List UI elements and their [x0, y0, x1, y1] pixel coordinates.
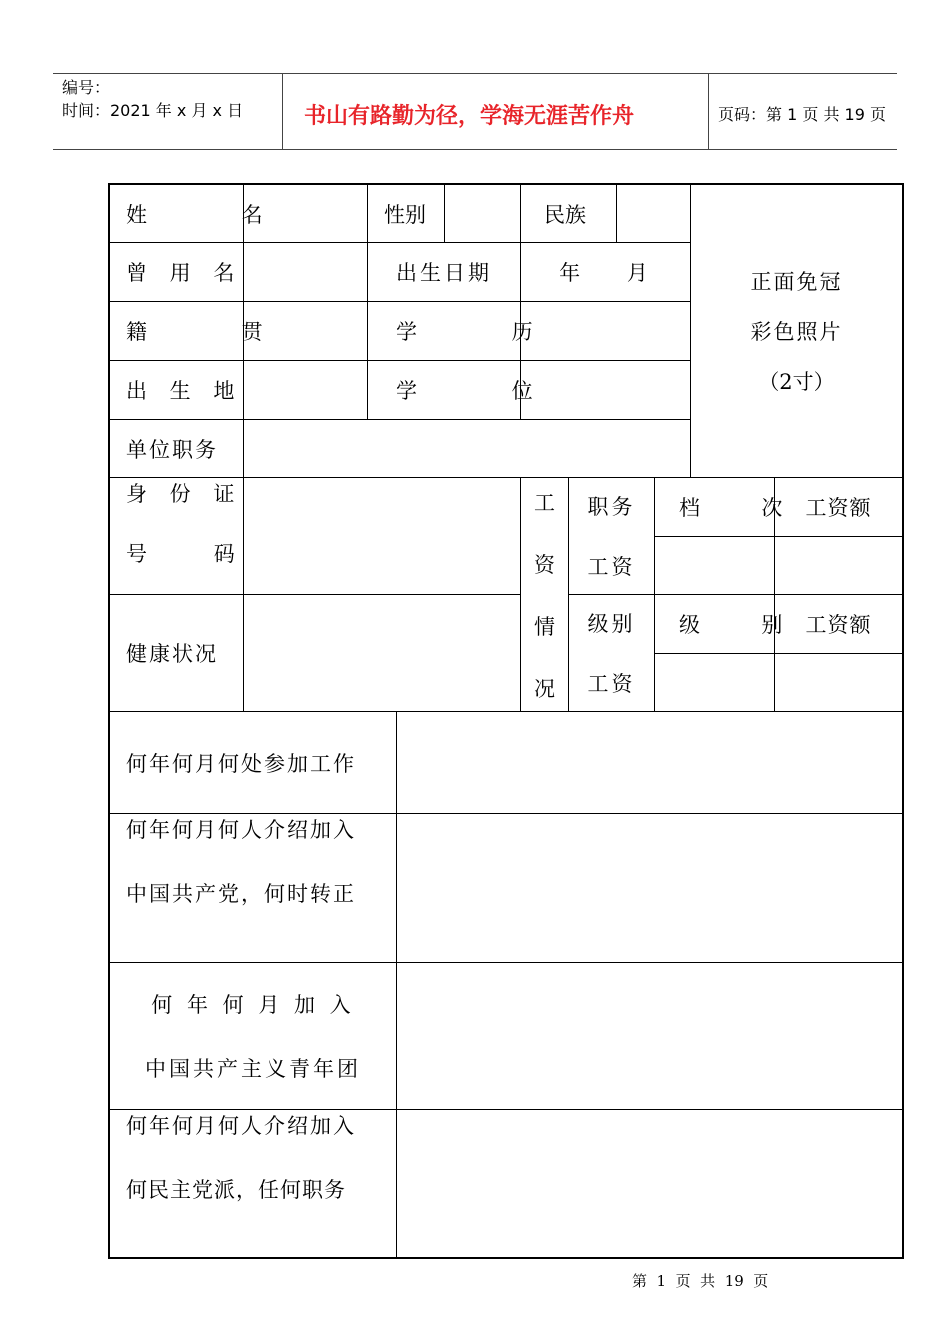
league-join-line-1: 何 年 何 月 加 入 — [151, 993, 355, 1017]
birth-date-units: 年 月 — [559, 261, 652, 285]
salary-amount-field-2[interactable] — [774, 653, 903, 712]
position-salary-line-1: 职务 — [587, 495, 636, 519]
position-salary-label — [568, 477, 655, 595]
former-name-field[interactable] — [243, 242, 368, 302]
democratic-party-field[interactable] — [396, 1109, 903, 1258]
native-place-label: 籍 贯 — [109, 301, 244, 361]
ethnicity-field[interactable] — [616, 184, 691, 243]
salary-char-2: 资 — [534, 552, 555, 577]
header-divider-right — [708, 73, 709, 150]
former-name-label: 曾 用 名 — [109, 242, 244, 302]
salary-situation-label — [520, 477, 569, 712]
birthplace-field[interactable] — [243, 360, 368, 420]
birth-date-label: 出生日期 — [367, 242, 521, 302]
league-join-label — [109, 962, 397, 1110]
grade-salary-line-2: 工资 — [587, 672, 636, 696]
id-label-line-2: 号 码 — [126, 542, 243, 566]
position-salary-line-2: 工资 — [587, 555, 636, 579]
league-join-line-2: 中国共产主义青年团 — [145, 1057, 361, 1081]
gender-field[interactable] — [444, 184, 521, 243]
grade-salary-line-1: 级别 — [587, 612, 636, 636]
gender-label: 性别 — [367, 184, 445, 243]
header-top-rule — [53, 73, 897, 74]
democratic-party-label — [109, 1109, 397, 1258]
salary-amount-field-1[interactable] — [774, 536, 903, 595]
salary-amount-label-2: 工资额 — [774, 594, 903, 654]
health-field[interactable] — [243, 594, 521, 712]
salary-char-1: 工 — [534, 490, 555, 515]
native-place-field[interactable] — [243, 301, 368, 361]
education-label: 学 历 — [367, 301, 521, 361]
degree-field[interactable] — [520, 360, 691, 420]
header-divider-left — [282, 73, 283, 150]
name-field[interactable] — [243, 184, 368, 243]
birth-date-field[interactable] — [520, 242, 691, 302]
photo-box[interactable] — [690, 184, 903, 478]
birthplace-label: 出 生 地 — [109, 360, 244, 420]
degree-label: 学 位 — [367, 360, 521, 420]
photo-caption-line-2: 彩色照片 — [750, 320, 843, 344]
level-field[interactable] — [654, 653, 775, 712]
header-bottom-rule — [53, 149, 897, 150]
photo-caption-line-3: （2寸） — [758, 370, 835, 394]
democratic-party-line-2: 何民主党派，任何职务 — [126, 1178, 346, 1202]
footer-page-number: 第 1 页 共 19 页 — [632, 1272, 769, 1290]
work-start-field[interactable] — [396, 711, 903, 814]
tier-field[interactable] — [654, 536, 775, 595]
unit-position-field[interactable] — [243, 419, 691, 478]
league-join-field[interactable] — [396, 962, 903, 1110]
salary-amount-label-1: 工资额 — [774, 477, 903, 537]
doc-time-label: 时间：2021 年 x 月 x 日 — [62, 101, 244, 120]
id-number-label — [109, 477, 244, 595]
photo-caption-line-1: 正面免冠 — [750, 270, 843, 294]
party-join-label — [109, 813, 397, 963]
party-join-field[interactable] — [396, 813, 903, 963]
header-page-info: 页码：第 1 页 共 19 页 — [718, 105, 886, 124]
health-label: 健康状况 — [109, 594, 244, 712]
ethnicity-label: 民族 — [520, 184, 617, 243]
name-label: 姓 名 — [109, 184, 244, 243]
salary-char-3: 情 — [534, 614, 555, 639]
id-label-line-1: 身 份 证 — [126, 482, 243, 506]
grade-salary-label — [568, 594, 655, 712]
work-start-label: 何年何月何处参加工作 — [109, 711, 397, 814]
party-join-line-2: 中国共产党，何时转正 — [126, 882, 356, 906]
header-motto: 书山有路勤为径，学海无涯苦作舟 — [304, 104, 635, 129]
level-label: 级 别 — [654, 594, 775, 654]
tier-label: 档 次 — [654, 477, 775, 537]
doc-code-label: 编号： — [62, 78, 111, 97]
party-join-line-1: 何年何月何人介绍加入 — [126, 818, 356, 842]
education-field[interactable] — [520, 301, 691, 361]
democratic-party-line-1: 何年何月何人介绍加入 — [126, 1114, 356, 1138]
salary-char-4: 况 — [534, 676, 555, 701]
id-number-field[interactable] — [243, 477, 521, 595]
unit-position-label: 单位职务 — [109, 419, 244, 478]
